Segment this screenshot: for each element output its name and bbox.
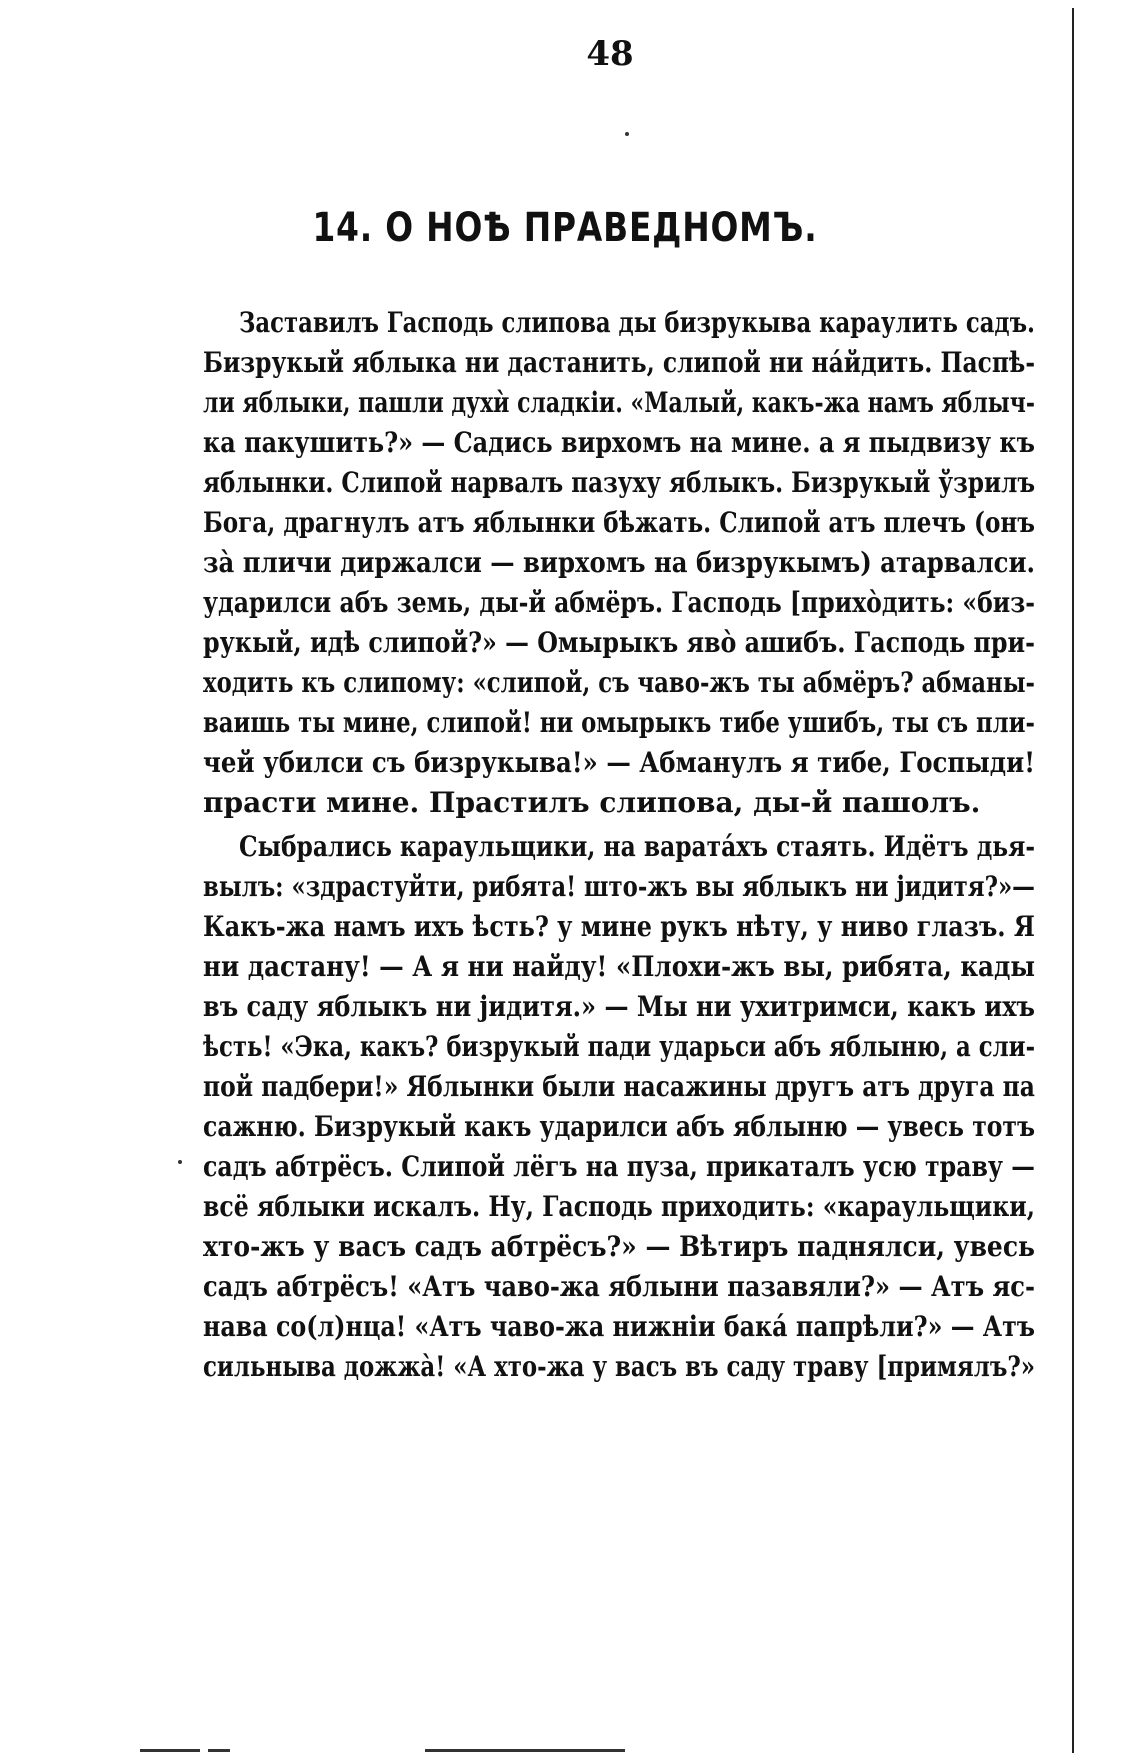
text-line: Бизрукый яблыка ни дастанить, слипой ни на́йдить. Паспѣ- — [203, 346, 1036, 379]
scan-edge-mark — [425, 1749, 625, 1752]
text-line: сажню. Бизрукый какъ ударилси абъ яблыню — увесь тотъ — [203, 1110, 1036, 1143]
text-line: всё яблыки искалъ. Ну, Гасподь приходить: «караульщики, — [203, 1190, 1035, 1223]
text-line: хто-жъ у васъ садъ абтрёсъ?» — Вѣтиръ паднялси, увесь — [203, 1230, 1035, 1263]
text-line: ваишь ты мине, слипой! ни омырыкъ тибе ушибъ, ты съ пли- — [203, 706, 1035, 739]
text-line: Сыбрались караульщики, на варата́хъ стаять. Идётъ дья- — [239, 830, 1036, 863]
print-speck — [625, 132, 629, 136]
text-line: сильныва дожжа̀! «А хто-жа у васъ въ саду траву [примялъ?» — [203, 1350, 1036, 1383]
text-line: яблынки. Слипой нарвалъ пазуху яблыкъ. Бизрукый ўзрилъ — [203, 466, 1035, 499]
paragraph-1 — [203, 303, 1035, 823]
text-line: ѣсть! «Эка, какъ? бизрукый пади ударьси абъ яблыню, а сли- — [203, 1030, 1036, 1063]
text-line: вылъ: «здрастуйти, рибята! што-жъ вы яблыкъ ни јидитя?»— — [203, 870, 1035, 903]
text-line: рукый, идѣ слипой?» — Омырыкъ яво̀ ашибъ. Гасподь при- — [203, 626, 1036, 659]
text-line: чей убилси съ бизрукыва!» — Абманулъ я тибе, Госпыди! — [203, 746, 1035, 779]
chapter-title: 14. О НОѢ ПРАВЕДНОМЪ. — [312, 205, 818, 251]
text-line: ли яблыки, пашли духѝ сладкiи. «Малый, какъ-жа намъ яблыч- — [203, 386, 1035, 419]
text-line: садъ абтрёсъ! «Атъ чаво-жа яблыни пазавяли?» — Атъ яс- — [203, 1270, 1035, 1303]
text-line: пой падбери!» Яблынки были насажины другъ атъ друга па — [203, 1070, 1035, 1103]
text-line: садъ абтрёсъ. Слипой лёгъ на пуза, прикаталъ усю траву — — [203, 1150, 1035, 1183]
text-line: ударилси абъ земь, ды-й абмёръ. Гасподь [прихо̀дить: «биз- — [203, 586, 1036, 619]
text-line: ни дастану! — А я ни найду! «Плохи-жъ вы, рибята, кады — [203, 950, 1035, 983]
text-line: ка пакушить?» — Садись вирхомъ на мине. а я пыдвизу къ — [203, 426, 1035, 459]
scan-edge-mark — [208, 1749, 230, 1752]
paragraph-2 — [203, 827, 1035, 1387]
scan-edge-mark — [140, 1749, 200, 1752]
page-edge-rule — [1072, 8, 1074, 1753]
margin-speck — [178, 1160, 182, 1164]
text-line: Заставилъ Гасподь слипова ды бизрукыва караулить садъ. — [239, 306, 1035, 339]
text-line: Бога, драгнулъ атъ яблынки бѣжать. Слипой атъ плечъ (онъ — [203, 506, 1035, 539]
text-line: въ саду яблыкъ ни јидитя.» — Мы ни ухитримси, какъ ихъ — [203, 990, 1036, 1023]
text-line: нава со(л)нца! «Атъ чаво-жа нижнiи бака́ папрѣли?» — Атъ — [203, 1310, 1036, 1343]
text-line: ходить къ слипому: «слипой, съ чаво-жъ ты абмёръ? абманы- — [203, 666, 1036, 699]
text-line: за̀ пличи диржалси — вирхомъ на бизрукымъ) атарвалси. — [203, 546, 1035, 579]
text-line: прасти мине. Прастилъ слипова, ды-й пашолъ. — [203, 786, 981, 819]
page-number: 48 — [586, 34, 634, 74]
text-line: Какъ-жа намъ ихъ ѣсть? у мине рукъ нѣту, у ниво глазъ. Я — [203, 910, 1035, 943]
